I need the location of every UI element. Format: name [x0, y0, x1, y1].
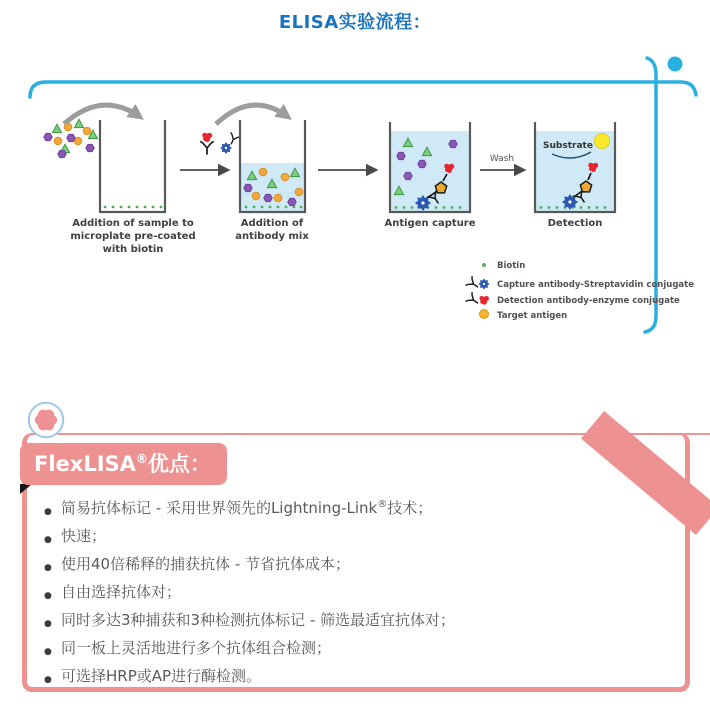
step-1-label-line2: microplate pre-coated	[70, 231, 196, 242]
advantage-item-3	[44, 554, 664, 574]
legend-capture: Capture antibody-Streptavidin conjugate	[497, 280, 694, 290]
advantage-text: 自由选择抗体对；	[61, 583, 182, 601]
advantage-item-5	[44, 610, 664, 630]
step-3-beaker	[390, 122, 470, 212]
step-1-label-line3: with biotin	[102, 244, 164, 255]
legend-detection: Detection antibody-enzyme conjugate	[497, 296, 680, 306]
advantage-item-2	[44, 526, 664, 546]
advantage-item-6	[44, 638, 664, 658]
legend-target: Target antigen	[497, 311, 568, 321]
capture-conjugate-icon	[466, 277, 490, 292]
detection-conjugate-icon	[466, 293, 489, 308]
advantage-item-1	[44, 498, 664, 518]
biotin-icon	[482, 263, 486, 267]
legend-biotin: Biotin	[497, 261, 526, 271]
advantage-text: 使用40倍稀释的捕获抗体 - 节省抗体成本；	[61, 555, 351, 573]
advantage-item-7	[44, 666, 664, 686]
wash-label: Wash	[489, 154, 515, 164]
registered-mark: ®	[135, 452, 148, 466]
step-4-label: Detection	[547, 218, 603, 229]
advantage-text: 同一板上灵活地进行多个抗体组合检测；	[61, 639, 332, 657]
pour-arrow-1	[64, 105, 140, 124]
page-title: ELISA实验流程：	[278, 12, 432, 33]
advantage-text: 同时多达3种捕获和3种检测抗体标记 - 筛选最适宜抗体对；	[61, 611, 456, 629]
advantage-text: 简易抗体标记 - 采用世界领先的Lightning-Link	[61, 499, 378, 517]
flower-icon	[27, 401, 65, 439]
step-3-label: Antigen capture	[384, 218, 476, 229]
diagram-legend	[466, 261, 694, 321]
step-4-beaker	[535, 122, 615, 212]
step-1-beaker	[100, 120, 165, 212]
advantage-item-4	[44, 582, 664, 602]
sample-cluster	[44, 119, 98, 157]
advantage-text: 技术；	[387, 499, 433, 517]
heading-tail-triangle	[20, 484, 32, 494]
advantage-text: 可选择HRP或AP进行酶检测。	[61, 667, 262, 685]
target-antigen-icon	[480, 310, 489, 319]
step-1-label-line1: Addition of sample to	[72, 218, 194, 229]
advantages-heading	[20, 443, 227, 485]
pour-arrow-2	[216, 105, 288, 124]
registered-mark: ®	[377, 499, 388, 510]
substrate-label: Substrate	[543, 141, 593, 151]
step-2-label-line2: antibody mix	[235, 231, 309, 242]
advantage-text: 快速；	[61, 527, 107, 545]
accent-dot	[668, 57, 683, 72]
heading-suffix: 优点：	[147, 452, 211, 476]
step-2-label-line1: Addition of	[240, 218, 304, 229]
antibody-mix-icons	[201, 133, 240, 154]
advantages-list	[44, 498, 664, 694]
step-2-beaker	[240, 120, 305, 212]
brand-name: FlexLISA	[34, 452, 136, 476]
